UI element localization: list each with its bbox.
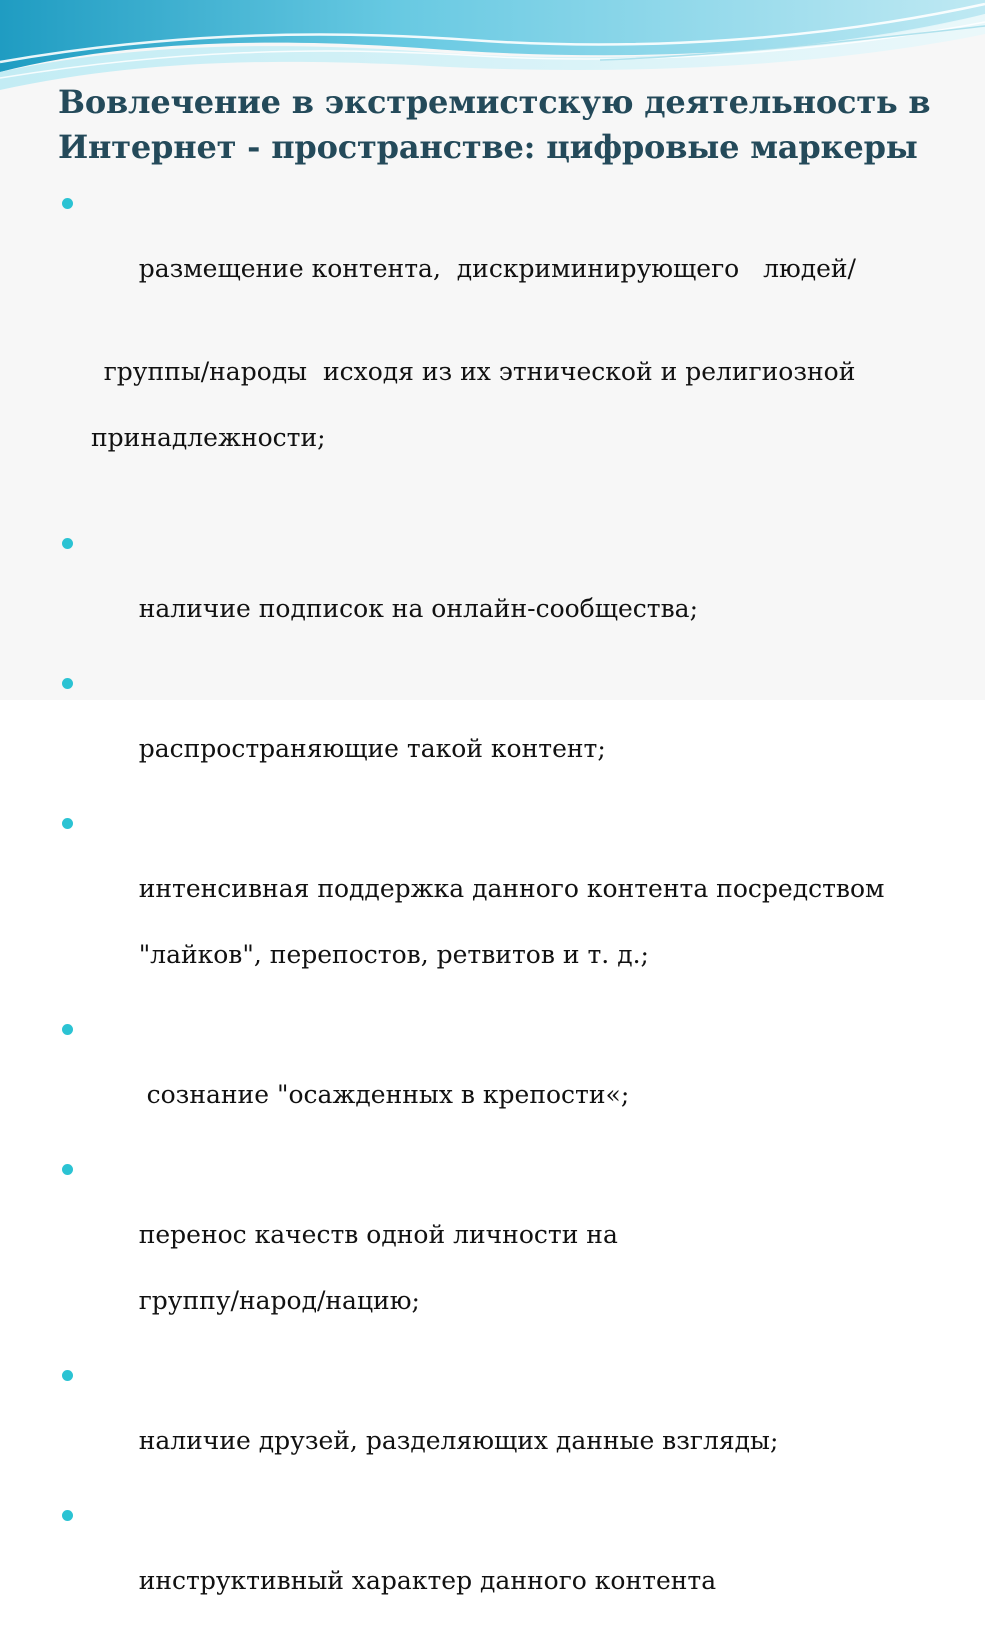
- bullet-dot-icon: [62, 198, 73, 209]
- title-line-1: Вовлечение в экстремистскую деятельность в: [58, 83, 931, 121]
- slide-title: [58, 80, 958, 170]
- list-item-continuation: [56, 322, 976, 520]
- bullet-text: наличие друзей, разделяющих данные взгляды;: [138, 1426, 779, 1455]
- bullet-text: инструктивный характер данного контента: [138, 1566, 717, 1595]
- list-item: [56, 186, 976, 318]
- bullet-text-continued: "лайков", перепостов, ретвитов и т. д.;: [138, 940, 649, 969]
- continuation-text: принадлежности;: [91, 423, 326, 452]
- bullet-dot-icon: [62, 1164, 73, 1175]
- bullet-text: интенсивная поддержка данного контента посредством: [138, 874, 885, 903]
- bullet-text: сознание "осажденных в крепости«;: [138, 1080, 630, 1109]
- list-item: [56, 1358, 976, 1490]
- bullet-dot-icon: [62, 538, 73, 549]
- list-item: [56, 666, 976, 798]
- title-line-2: Интернет - пространстве: цифровые маркеры: [58, 128, 918, 166]
- list-item: [56, 1012, 976, 1144]
- bullet-text: наличие подписок на онлайн-сообщества;: [138, 594, 699, 623]
- bullet-dot-icon: [62, 1024, 73, 1035]
- continuation-text: группы/народы исходя из их этнической и религиозной: [103, 357, 856, 386]
- bullet-dot-icon: [62, 1370, 73, 1381]
- list-item: [56, 1498, 976, 1630]
- bullet-text: размещение контента, дискриминирующего людей/: [138, 254, 856, 283]
- bullet-text-continued: группу/народ/нацию;: [138, 1286, 420, 1315]
- bullet-dot-icon: [62, 818, 73, 829]
- wave-header-decoration: [0, 0, 985, 90]
- bullet-dot-icon: [62, 1510, 73, 1521]
- list-item: [56, 1152, 976, 1350]
- bullet-dot-icon: [62, 678, 73, 689]
- list-item: [56, 526, 976, 658]
- bullet-list: [56, 186, 976, 1638]
- list-item: [56, 806, 976, 1004]
- bullet-text: перенос качеств одной личности на: [138, 1220, 618, 1249]
- bullet-text: распространяющие такой контент;: [138, 734, 606, 763]
